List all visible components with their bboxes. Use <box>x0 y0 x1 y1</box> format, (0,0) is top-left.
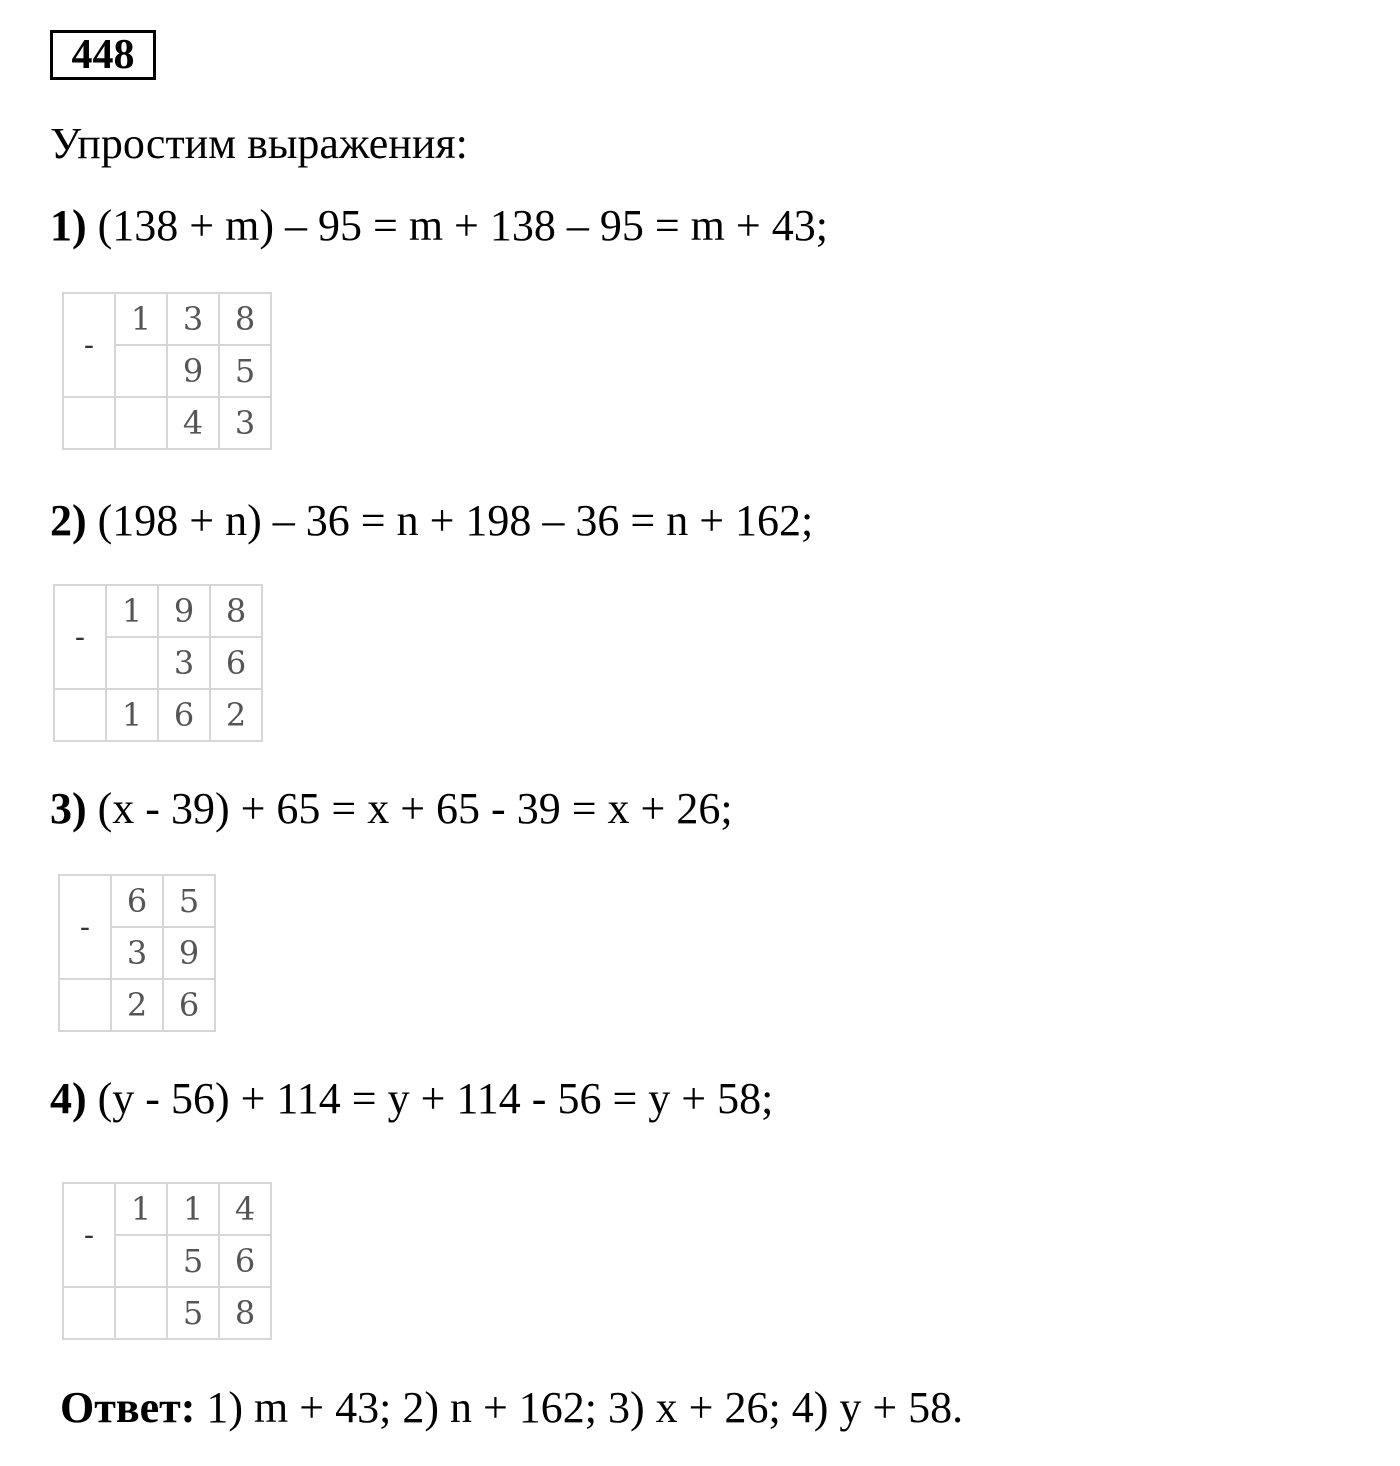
column-subtraction-3 <box>58 874 216 1032</box>
minus-sign: - <box>63 1183 115 1287</box>
digit: 5 <box>219 345 271 397</box>
digit: 5 <box>167 1235 219 1287</box>
digit: 2 <box>111 979 163 1031</box>
digit: 3 <box>219 397 271 449</box>
step-2-expression: (198 + n) – 36 = n + 198 – 36 = n + 162; <box>97 496 814 545</box>
step-4-label: 4) <box>50 1074 87 1123</box>
digit <box>115 1287 167 1339</box>
minus-sign: - <box>59 875 111 979</box>
intro-text: Упростим выражения: <box>50 119 468 168</box>
digit: 3 <box>111 927 163 979</box>
step-1-expression: (138 + m) – 95 = m + 138 – 95 = m + 43; <box>97 201 828 250</box>
digit: 8 <box>210 585 262 637</box>
digit: 8 <box>219 1287 271 1339</box>
column-subtraction-2 <box>53 584 263 742</box>
digit: 6 <box>163 979 215 1031</box>
step-4 <box>50 1071 773 1127</box>
problem-number: 448 <box>50 30 156 80</box>
digit <box>115 1235 167 1287</box>
digit: 6 <box>111 875 163 927</box>
column-subtraction-1 <box>62 292 272 450</box>
digit: 5 <box>163 875 215 927</box>
digit <box>106 637 158 689</box>
answer-text: 1) m + 43; 2) n + 162; 3) x + 26; 4) y + 58. <box>195 1383 964 1432</box>
digit: 3 <box>167 293 219 345</box>
digit: 8 <box>219 293 271 345</box>
step-2-label: 2) <box>50 496 87 545</box>
digit: 4 <box>219 1183 271 1235</box>
digit: 6 <box>158 689 210 741</box>
step-4-expression: (y - 56) + 114 = y + 114 - 56 = y + 58; <box>97 1074 774 1123</box>
step-3 <box>50 781 733 837</box>
minus-sign: - <box>54 585 106 689</box>
answer <box>60 1380 963 1436</box>
digit: 2 <box>210 689 262 741</box>
digit: 4 <box>167 397 219 449</box>
digit: 1 <box>106 689 158 741</box>
digit <box>59 979 111 1031</box>
digit: 1 <box>106 585 158 637</box>
digit: 5 <box>167 1287 219 1339</box>
step-1 <box>50 198 828 254</box>
minus-sign: - <box>63 293 115 397</box>
digit: 9 <box>163 927 215 979</box>
column-subtraction-4 <box>62 1182 272 1340</box>
digit: 9 <box>167 345 219 397</box>
digit <box>63 397 115 449</box>
digit: 6 <box>210 637 262 689</box>
step-3-label: 3) <box>50 784 87 833</box>
digit <box>54 689 106 741</box>
answer-label: Ответ: <box>60 1383 196 1432</box>
digit: 6 <box>219 1235 271 1287</box>
digit <box>115 397 167 449</box>
digit: 3 <box>158 637 210 689</box>
digit: 1 <box>115 293 167 345</box>
digit <box>115 345 167 397</box>
step-2 <box>50 493 813 549</box>
step-1-label: 1) <box>50 201 87 250</box>
digit <box>63 1287 115 1339</box>
digit: 1 <box>167 1183 219 1235</box>
step-3-expression: (x - 39) + 65 = x + 65 - 39 = x + 26; <box>97 784 733 833</box>
digit: 9 <box>158 585 210 637</box>
digit: 1 <box>115 1183 167 1235</box>
